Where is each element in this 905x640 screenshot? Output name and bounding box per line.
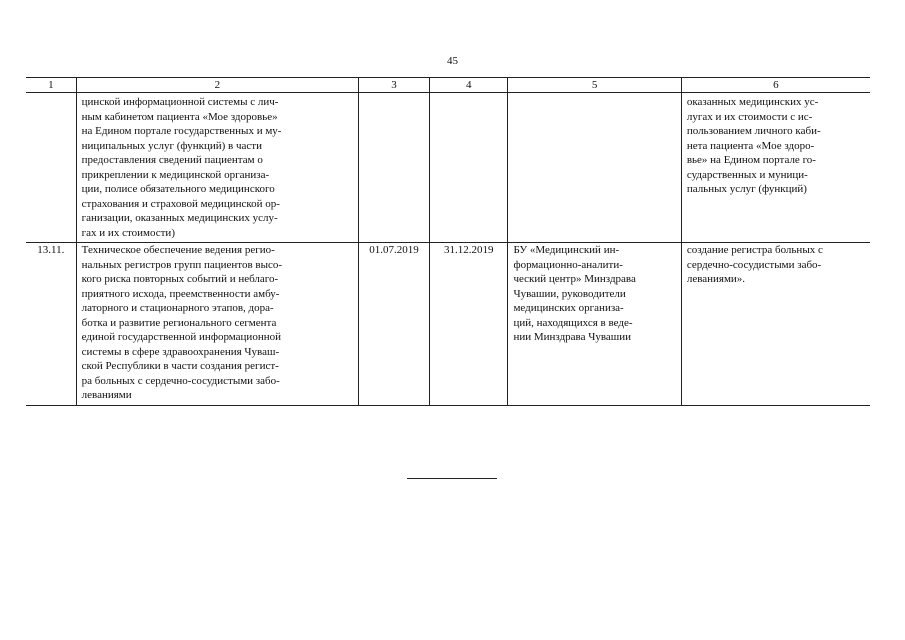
text-line: ра больных с сердечно-сосудистыми забо- — [81, 374, 280, 387]
text-line: БУ «Медицинский ин- — [513, 244, 620, 256]
text-line: медицинских организа- — [513, 302, 624, 314]
text-line: ниципальных услуг (функций) в части — [81, 139, 262, 152]
text-line: страхования и страховой медицинской ор- — [81, 197, 280, 210]
cell-responsible — [508, 243, 681, 406]
text-line: ской Республики в части создания регист- — [81, 360, 279, 372]
text-line: сердечно-сосудистыми забо- — [686, 258, 822, 271]
column-header-6: 6 — [681, 78, 870, 93]
text-line: леваниями». — [686, 273, 746, 285]
table-row-continuation — [26, 93, 870, 243]
table-header-row — [26, 78, 870, 93]
text-line: ческий центр» Минздрава — [513, 273, 636, 285]
text-line: ганизации, оказанных медицинских услу- — [81, 212, 278, 224]
text-line: лугах и их стоимости с ис- — [686, 110, 813, 123]
text-line: Чувашии, руководители — [513, 287, 626, 300]
text-line: формационно-аналити- — [513, 258, 623, 271]
text-line: латорного и стационарного этапов, дора- — [81, 302, 274, 314]
text-line: сударственных и муници- — [686, 168, 808, 181]
page-number: 45 — [447, 55, 458, 67]
cell-responsible — [508, 93, 681, 243]
text-line: леваниями — [81, 389, 132, 401]
text-line: единой государственной информационной — [81, 331, 281, 343]
text-line: ботка и развитие регионального сегмента — [81, 316, 277, 329]
column-header-2: 2 — [76, 78, 358, 93]
text-line: ным кабинетом пациента «Мое здоровье» — [81, 110, 278, 123]
cell-number — [26, 93, 76, 243]
text-line: на Едином портале государственных и му- — [81, 125, 282, 137]
text-line: вье» на Едином портале го- — [686, 154, 816, 166]
cell-number: 13.11. — [26, 243, 76, 406]
text-line: гах и их стоимости) — [81, 226, 175, 239]
text-line: создание регистра больных с — [686, 244, 823, 256]
cell-result — [681, 93, 870, 243]
cell-end-date: 31.12.2019 — [429, 243, 508, 406]
footnote-separator-line — [407, 478, 497, 479]
text-line: цинской информационной системы с лич- — [81, 96, 279, 108]
text-line: оказанных медицинских ус- — [686, 96, 819, 108]
cell-start-date: 01.07.2019 — [359, 243, 430, 406]
plan-table — [26, 77, 870, 406]
table-row-13-11 — [26, 243, 870, 406]
cell-end-date — [429, 93, 508, 243]
text-line: приятного исхода, преемственности амбу- — [81, 287, 280, 300]
column-header-5: 5 — [508, 78, 681, 93]
cell-description — [76, 243, 358, 406]
text-line: пальных услуг (функций) — [686, 183, 807, 195]
text-line: ции, полисе обязательного медицинского — [81, 183, 275, 195]
text-line: ций, находящихся в веде- — [513, 316, 633, 329]
text-line: Техническое обеспечение ведения регио- — [81, 244, 275, 256]
cell-start-date — [359, 93, 430, 243]
text-line: предоставления сведений пациентам о — [81, 154, 263, 166]
cell-result — [681, 243, 870, 406]
cell-description — [76, 93, 358, 243]
column-header-3: 3 — [359, 78, 430, 93]
text-line: нии Минздрава Чувашии — [513, 331, 632, 343]
text-line: прикреплении к медицинской организа- — [81, 168, 270, 181]
column-header-1: 1 — [26, 78, 76, 93]
text-line: системы в сфере здравоохранения Чуваш- — [81, 345, 280, 358]
text-line: нета пациента «Мое здоро- — [686, 139, 815, 152]
text-line: кого риска повторных событий и неблаго- — [81, 273, 279, 285]
text-line: нальных регистров групп пациентов высо- — [81, 258, 283, 271]
column-header-4: 4 — [429, 78, 508, 93]
text-line: пользованием личного каби- — [686, 125, 821, 137]
